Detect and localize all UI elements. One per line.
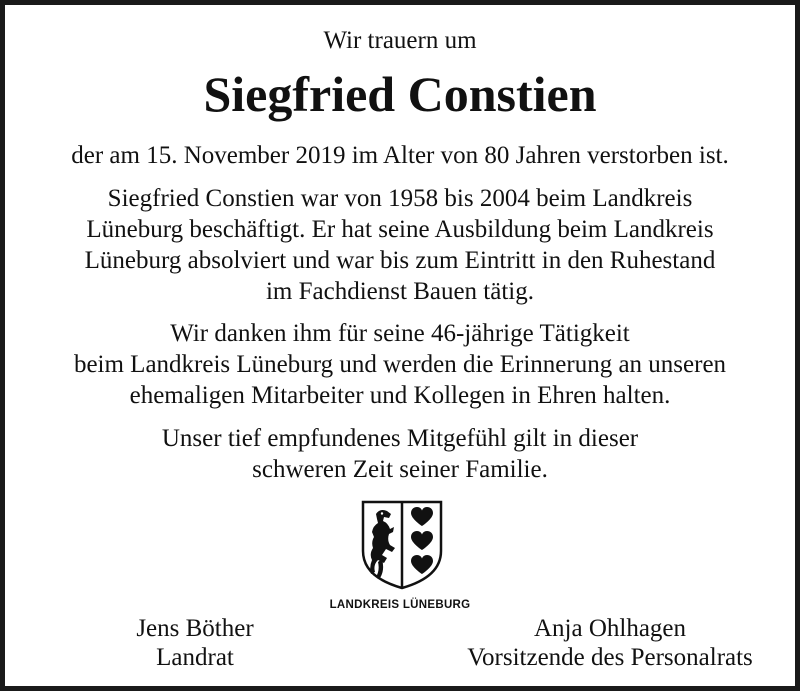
paragraph-line: beim Landkreis Lüneburg und werden die Erinnerung an unseren	[73, 351, 727, 378]
intro-text: Wir trauern um	[323, 27, 477, 54]
condolence-paragraph	[0, 423, 800, 485]
signer-title: Vorsitzende des Personalrats	[467, 644, 753, 671]
signer-name: Jens Böther	[136, 615, 254, 642]
paragraph-line: Lüneburg absolviert und war bis zum Eintritt in den Ruhestand	[84, 247, 716, 274]
deceased-name: Siegfried Constien	[203, 66, 597, 122]
signer-title: Landrat	[156, 644, 234, 671]
signature-right	[445, 614, 775, 672]
logo-text: LANDKREIS LÜNEBURG	[329, 599, 471, 611]
signature-left	[80, 614, 310, 672]
signer-name: Anja Ohlhagen	[533, 615, 687, 642]
paragraph-line: Wir danken ihm für seine 46-jährige Tätigkeit	[170, 320, 630, 347]
paragraph-line: ehemaligen Mitarbeiter und Kollegen in Ehren halten.	[129, 382, 671, 409]
gratitude-paragraph	[0, 318, 800, 411]
paragraph-line: im Fachdienst Bauen tätig.	[265, 278, 534, 305]
paragraph-line: Siegfried Constien war von 1958 bis 2004 beim Landkreis	[107, 185, 693, 212]
career-paragraph	[0, 183, 800, 307]
paragraph-line: Lüneburg beschäftigt. Er hat seine Ausbildung beim Landkreis	[86, 216, 714, 243]
paragraph-line: Unser tief empfundenes Mitgefühl gilt in dieser	[161, 425, 639, 452]
death-date-line: der am 15. November 2019 im Alter von 80 Jahren verstorben ist.	[71, 142, 729, 169]
coat-of-arms-lion-hearts-icon	[360, 499, 444, 591]
paragraph-line: schweren Zeit seiner Familie.	[252, 456, 548, 483]
